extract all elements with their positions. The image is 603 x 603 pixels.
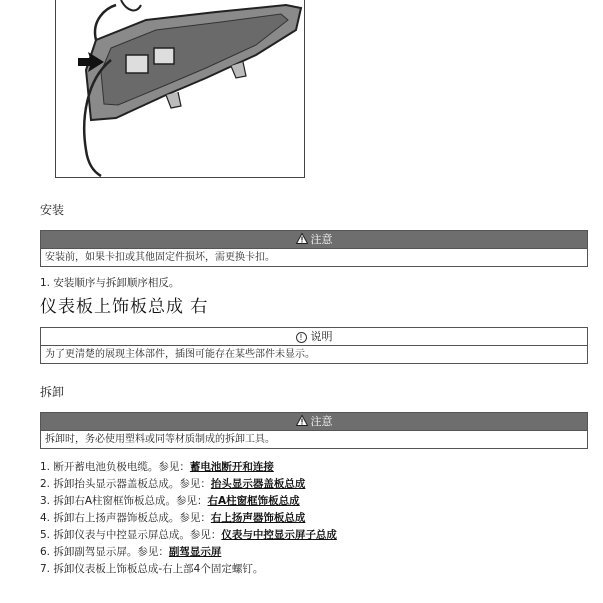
removal-step-5 <box>40 527 337 542</box>
step-text: 4. 拆卸右上扬声器饰板总成。参见： <box>40 512 211 524</box>
section-title: 仪表板上饰板总成 右 <box>40 297 209 317</box>
caution-title: 注意 <box>310 415 333 428</box>
caution-header <box>41 231 587 249</box>
note-title: 说明 <box>310 330 333 343</box>
step-text: 1. 断开蓄电池负极电缆。参见： <box>40 461 190 473</box>
warning-triangle-icon <box>296 415 308 426</box>
removal-step-1 <box>40 459 274 474</box>
note-box <box>40 327 588 364</box>
caution-text: 拆卸时，务必使用塑料或同等材质制成的拆卸工具。 <box>45 434 275 445</box>
step-link[interactable]: 仪表与中控显示屏子总成 <box>221 529 337 541</box>
install-heading: 安装 <box>40 203 65 217</box>
trim-panel-illustration <box>56 0 306 178</box>
removal-heading: 拆卸 <box>40 385 65 399</box>
caution-header <box>41 413 587 431</box>
note-header <box>41 328 587 346</box>
warning-triangle-icon <box>296 233 308 244</box>
install-step-1: 1. 安装顺序与拆卸顺序相反。 <box>40 277 180 289</box>
step-text: 5. 拆卸仪表与中控显示屏总成。参见： <box>40 529 222 541</box>
info-circle-icon: ! <box>296 332 307 343</box>
install-caution-box <box>40 230 588 267</box>
illustration <box>55 0 305 178</box>
removal-caution-box <box>40 412 588 449</box>
removal-step-2 <box>40 476 305 491</box>
caution-text: 安装前，如果卡扣或其他固定件损坏，需更换卡扣。 <box>45 252 275 263</box>
step-text: 7. 拆卸仪表板上饰板总成-右上部4个固定螺钉。 <box>40 563 264 575</box>
step-text: 2. 拆卸抬头显示器盖板总成。参见： <box>40 478 211 490</box>
step-link[interactable]: 抬头显示器盖板总成 <box>210 478 306 490</box>
step-text: 3. 拆卸右A柱窗框饰板总成。参见： <box>40 495 208 507</box>
step-link[interactable]: 蓄电池断开和连接 <box>189 461 274 473</box>
note-text: 为了更清楚的展现主体部件，插图可能存在某些部件未显示。 <box>45 349 315 360</box>
caution-title: 注意 <box>310 233 333 246</box>
step-link[interactable]: 副驾显示屏 <box>168 546 222 558</box>
removal-step-7 <box>40 561 263 576</box>
step-link[interactable]: 右A柱窗框饰板总成 <box>207 495 300 507</box>
step-link[interactable]: 右上扬声器饰板总成 <box>210 512 306 524</box>
step-text: 6. 拆卸副驾显示屏。参见： <box>40 546 169 558</box>
removal-step-4 <box>40 510 305 525</box>
removal-step-3 <box>40 493 300 508</box>
removal-step-6 <box>40 544 221 559</box>
